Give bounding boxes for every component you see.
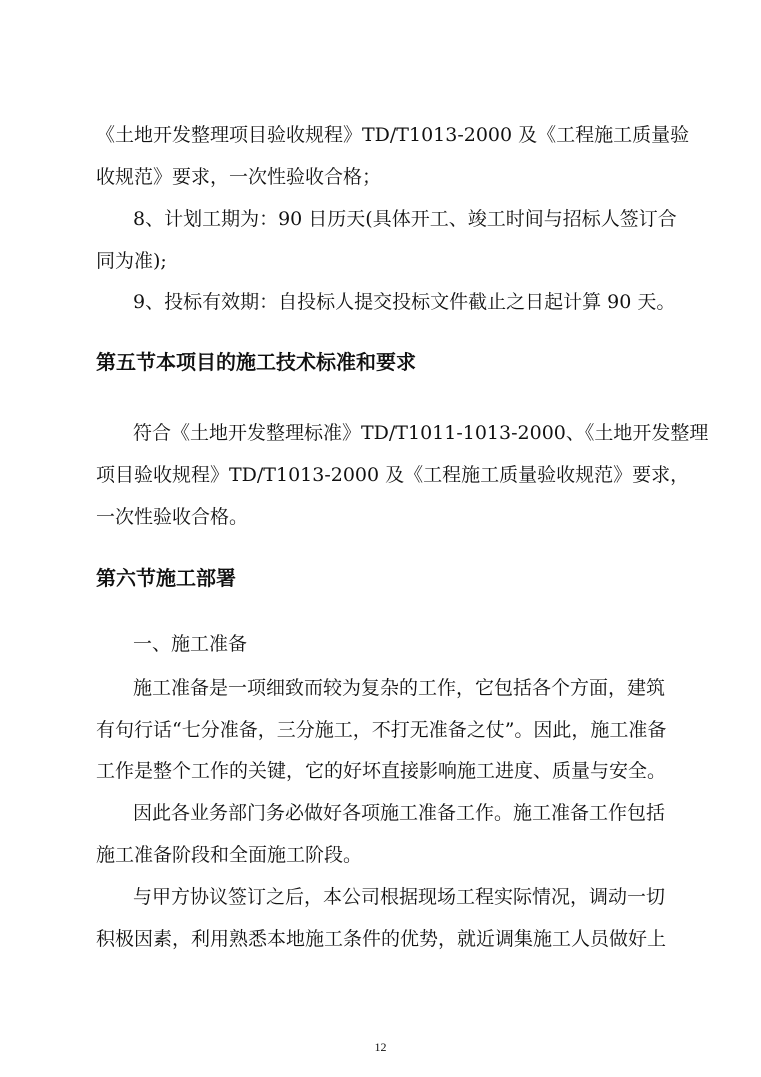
text-line: 项目验收规程》TD/T1013-2000 及《工程施工质量验收规范》要求， — [96, 464, 690, 486]
section-heading: 第五节本项目的施工技术标准和要求 — [96, 350, 416, 374]
text-line: 符合《土地开发整理标准》TD/T1011-1013-2000、《土地开发整理 — [133, 422, 709, 444]
text-line: 9、投标有效期：自投标人提交投标文件截止之日起计算 90 天。 — [133, 291, 676, 313]
text-line: 因此各业务部门务必做好各项施工准备工作。施工准备工作包括 — [133, 802, 666, 824]
text-line: 8、计划工期为：90 日历天(具体开工、竣工时间与招标人签订合 — [133, 208, 677, 230]
text-line: 施工准备阶段和全面施工阶段。 — [96, 844, 363, 866]
text-line: 工作是整个工作的关键，它的好坏直接影响施工进度、质量与安全。 — [96, 760, 667, 782]
text-line: 与甲方协议签订之后，本公司根据现场工程实际情况，调动一切 — [133, 886, 666, 908]
text-line: 积极因素，利用熟悉本地施工条件的优势，就近调集施工人员做好上 — [96, 928, 667, 950]
text-line: 一次性验收合格。 — [96, 506, 249, 528]
text-line: 收规范》要求，一次性验收合格； — [96, 166, 382, 188]
page-number: 12 — [374, 1040, 387, 1054]
text-line: 《土地开发整理项目验收规程》TD/T1013-2000 及《工程施工质量验 — [96, 124, 690, 146]
subsection-heading: 一、施工准备 — [133, 633, 248, 655]
section-heading: 第六节施工部署 — [96, 566, 236, 590]
text-line: 有句行话“七分准备，三分施工，不打无准备之仗”。因此，施工准备 — [96, 719, 667, 741]
text-line: 同为准); — [96, 250, 167, 272]
text-line: 施工准备是一项细致而较为复杂的工作，它包括各个方面，建筑 — [133, 677, 666, 699]
